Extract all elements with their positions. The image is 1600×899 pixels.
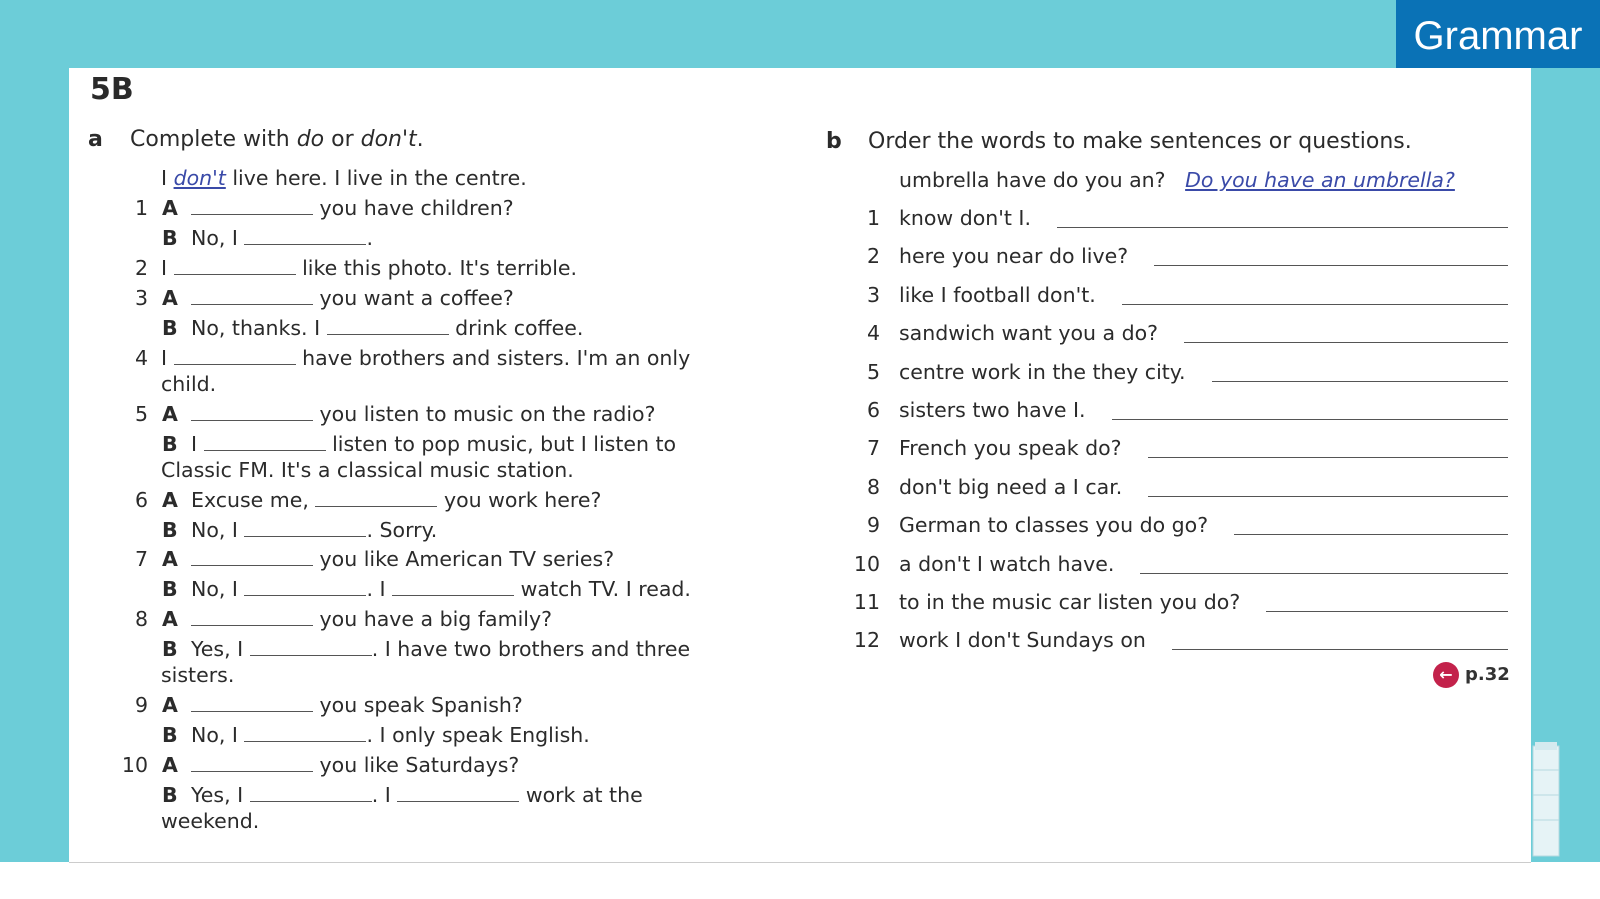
sentence bbox=[191, 225, 373, 251]
speaker-label: A bbox=[162, 753, 178, 777]
sentence-post: . bbox=[366, 226, 374, 250]
answer-line[interactable] bbox=[1266, 611, 1508, 612]
speaker-label: B bbox=[162, 226, 178, 250]
tower-illustration bbox=[1531, 740, 1571, 858]
scrambled-words: a don't I watch have. bbox=[899, 551, 1115, 576]
answer-blank[interactable] bbox=[397, 783, 519, 802]
sentence bbox=[191, 285, 514, 311]
item-number: 6 bbox=[134, 488, 148, 512]
section-b-instruction: Order the words to make sentences or questions. bbox=[868, 129, 1412, 154]
instruction-text: Complete with bbox=[130, 127, 297, 152]
page-reference-label: p.32 bbox=[1465, 664, 1510, 685]
speaker-label: A bbox=[162, 607, 178, 631]
sentence bbox=[191, 722, 590, 748]
item-number: 6 bbox=[866, 398, 880, 422]
scrambled-words: German to classes you do go? bbox=[899, 513, 1209, 538]
sentence-pre: No, I bbox=[191, 518, 245, 542]
sentence-pre: I bbox=[191, 432, 204, 456]
answer-line[interactable] bbox=[1212, 381, 1508, 382]
sentence-pre: No, thanks. I bbox=[191, 316, 327, 340]
instruction-end: . bbox=[416, 127, 424, 152]
answer-line[interactable] bbox=[1122, 304, 1508, 305]
sentence bbox=[191, 517, 437, 543]
answer-line[interactable] bbox=[1172, 649, 1508, 650]
sentence bbox=[191, 315, 583, 341]
answer-blank[interactable] bbox=[174, 346, 296, 365]
example-words: umbrella have do you an? bbox=[899, 168, 1166, 192]
scrambled-words: sisters two have I. bbox=[899, 398, 1086, 422]
item-number: 10 bbox=[853, 551, 880, 576]
item-number: 9 bbox=[134, 693, 148, 717]
item-number: 10 bbox=[121, 753, 148, 777]
scrambled-words: to in the music car listen you do? bbox=[899, 590, 1241, 614]
item-number: 2 bbox=[134, 256, 148, 280]
section-a-letter: a bbox=[88, 127, 103, 152]
sentence-pre: Yes, I bbox=[191, 783, 250, 807]
scrambled-words: work I don't Sundays on bbox=[899, 628, 1146, 653]
answer-line[interactable] bbox=[1057, 227, 1508, 228]
scrambled-words: here you near do live? bbox=[899, 244, 1129, 269]
example-pre: I bbox=[161, 166, 174, 190]
item-number: 8 bbox=[134, 607, 148, 631]
sentence bbox=[161, 345, 690, 371]
item-number: 8 bbox=[866, 474, 880, 499]
sentence bbox=[191, 576, 691, 602]
item-number: 4 bbox=[866, 321, 880, 346]
sentence bbox=[161, 255, 577, 281]
sentence-mid: . I bbox=[366, 577, 393, 601]
sentence-post: have brothers and sisters. I'm an only bbox=[295, 346, 691, 370]
answer-blank[interactable] bbox=[244, 226, 366, 245]
answer-blank[interactable] bbox=[244, 577, 366, 596]
answer-line[interactable] bbox=[1184, 342, 1508, 343]
scrambled-words: know don't I. bbox=[899, 206, 1031, 230]
item-number: 7 bbox=[134, 547, 148, 571]
speaker-label: A bbox=[162, 488, 178, 512]
item-number: 1 bbox=[866, 206, 880, 230]
speaker-label: B bbox=[162, 518, 178, 542]
back-arrow-icon: ← bbox=[1433, 662, 1459, 688]
sentence bbox=[191, 487, 601, 513]
answer-blank[interactable] bbox=[250, 637, 372, 656]
sentence bbox=[191, 782, 643, 808]
sentence bbox=[191, 606, 552, 632]
section-b-example bbox=[899, 167, 1455, 193]
example-post: live here. I live in the centre. bbox=[225, 166, 527, 190]
item-number: 5 bbox=[866, 359, 880, 384]
speaker-label: B bbox=[162, 723, 178, 747]
item-number: 9 bbox=[866, 513, 880, 538]
answer-blank[interactable] bbox=[191, 402, 313, 421]
continuation-text: sisters. bbox=[161, 663, 235, 687]
page-reference[interactable] bbox=[1433, 662, 1510, 688]
sentence-pre: I bbox=[161, 256, 174, 280]
item-number: 5 bbox=[134, 402, 148, 426]
speaker-label: B bbox=[162, 577, 178, 601]
sentence-pre: No, I bbox=[191, 577, 245, 601]
sentence-post: you want a coffee? bbox=[313, 286, 514, 310]
answer-line[interactable] bbox=[1140, 573, 1508, 574]
answer-blank[interactable] bbox=[392, 577, 514, 596]
sentence-post: you like Saturdays? bbox=[313, 753, 520, 777]
sentence-post: like this photo. It's terrible. bbox=[295, 256, 578, 280]
continuation-text: Classic FM. It's a classical music station. bbox=[161, 458, 574, 482]
scrambled-words: don't big need a I car. bbox=[899, 474, 1123, 499]
sentence-pre: No, I bbox=[191, 723, 245, 747]
sentence-post: you work here? bbox=[437, 488, 602, 512]
answer-line[interactable] bbox=[1148, 496, 1508, 497]
answer-blank[interactable] bbox=[191, 286, 313, 305]
sentence-post: you speak Spanish? bbox=[313, 693, 523, 717]
continuation-text: weekend. bbox=[161, 809, 260, 833]
section-a-example bbox=[161, 165, 527, 191]
answer-line[interactable] bbox=[1112, 419, 1508, 420]
answer-blank[interactable] bbox=[191, 693, 313, 712]
continuation-text: child. bbox=[161, 372, 217, 396]
item-number: 7 bbox=[866, 436, 880, 461]
scrambled-words: centre work in the they city. bbox=[899, 359, 1186, 384]
sentence-pre: Excuse me, bbox=[191, 488, 316, 512]
speaker-label: A bbox=[162, 196, 178, 220]
scrambled-words: French you speak do? bbox=[899, 436, 1122, 461]
speaker-label: A bbox=[162, 547, 178, 571]
sentence-post: you like American TV series? bbox=[313, 547, 615, 571]
speaker-label: B bbox=[162, 316, 178, 340]
sentence bbox=[191, 546, 614, 572]
answer-line[interactable] bbox=[1234, 534, 1508, 535]
sentence bbox=[191, 431, 676, 457]
sentence-post: . I only speak English. bbox=[366, 723, 590, 747]
speaker-label: A bbox=[162, 693, 178, 717]
sentence-post: listen to pop music, but I listen to bbox=[325, 432, 677, 456]
sentence bbox=[191, 692, 523, 718]
answer-blank[interactable] bbox=[191, 196, 313, 215]
instruction-do: do bbox=[296, 127, 325, 152]
speaker-label: B bbox=[162, 637, 178, 661]
grammar-badge: Grammar bbox=[1396, 0, 1600, 68]
sentence-post: work at the bbox=[519, 783, 643, 807]
item-number: 1 bbox=[134, 196, 148, 220]
page-bottom-rule bbox=[69, 862, 1531, 863]
scrambled-words: sandwich want you a do? bbox=[899, 321, 1159, 346]
unit-code: 5B bbox=[90, 72, 134, 107]
item-number: 3 bbox=[866, 282, 880, 307]
answer-blank[interactable] bbox=[244, 723, 366, 742]
sentence-post: you have children? bbox=[313, 196, 514, 220]
speaker-label: A bbox=[162, 286, 178, 310]
speaker-label: B bbox=[162, 783, 178, 807]
item-number: 3 bbox=[134, 286, 148, 310]
sentence bbox=[191, 401, 655, 427]
answer-line[interactable] bbox=[1154, 265, 1508, 266]
sentence-post: watch TV. I read. bbox=[514, 577, 691, 601]
answer-blank[interactable] bbox=[204, 432, 326, 451]
item-number: 2 bbox=[866, 244, 880, 269]
sentence-mid: . I bbox=[371, 783, 398, 807]
sentence-post: . Sorry. bbox=[366, 518, 438, 542]
example-answer: Do you have an umbrella? bbox=[1185, 168, 1455, 192]
sentence-post: you have a big family? bbox=[313, 607, 552, 631]
sentence-post: you listen to music on the radio? bbox=[313, 402, 656, 426]
speaker-label: B bbox=[162, 432, 178, 456]
scrambled-words: like I football don't. bbox=[899, 282, 1096, 307]
sentence-pre: I bbox=[161, 346, 174, 370]
instruction-dont: don't bbox=[360, 127, 417, 152]
answer-blank[interactable] bbox=[191, 547, 313, 566]
speaker-label: A bbox=[162, 402, 178, 426]
answer-blank[interactable] bbox=[191, 753, 313, 772]
answer-blank[interactable] bbox=[174, 256, 296, 275]
instruction-or: or bbox=[324, 127, 361, 152]
answer-blank[interactable] bbox=[315, 488, 437, 507]
item-number: 4 bbox=[134, 346, 148, 370]
sentence-post: drink coffee. bbox=[448, 316, 584, 340]
section-b-letter: b bbox=[826, 129, 842, 154]
answer-blank[interactable] bbox=[250, 783, 372, 802]
item-number: 11 bbox=[853, 590, 880, 614]
answer-blank[interactable] bbox=[244, 518, 366, 537]
sentence bbox=[191, 636, 690, 662]
sentence bbox=[191, 752, 519, 778]
example-answer: don't bbox=[173, 166, 226, 190]
answer-blank[interactable] bbox=[327, 316, 449, 335]
answer-blank[interactable] bbox=[191, 607, 313, 626]
section-a-instruction bbox=[130, 127, 424, 152]
sentence-pre: No, I bbox=[191, 226, 245, 250]
answer-line[interactable] bbox=[1148, 457, 1508, 458]
sentence-pre: Yes, I bbox=[191, 637, 250, 661]
item-number: 12 bbox=[853, 628, 880, 653]
sentence bbox=[191, 195, 514, 221]
sentence-post: . I have two brothers and three bbox=[371, 637, 691, 661]
